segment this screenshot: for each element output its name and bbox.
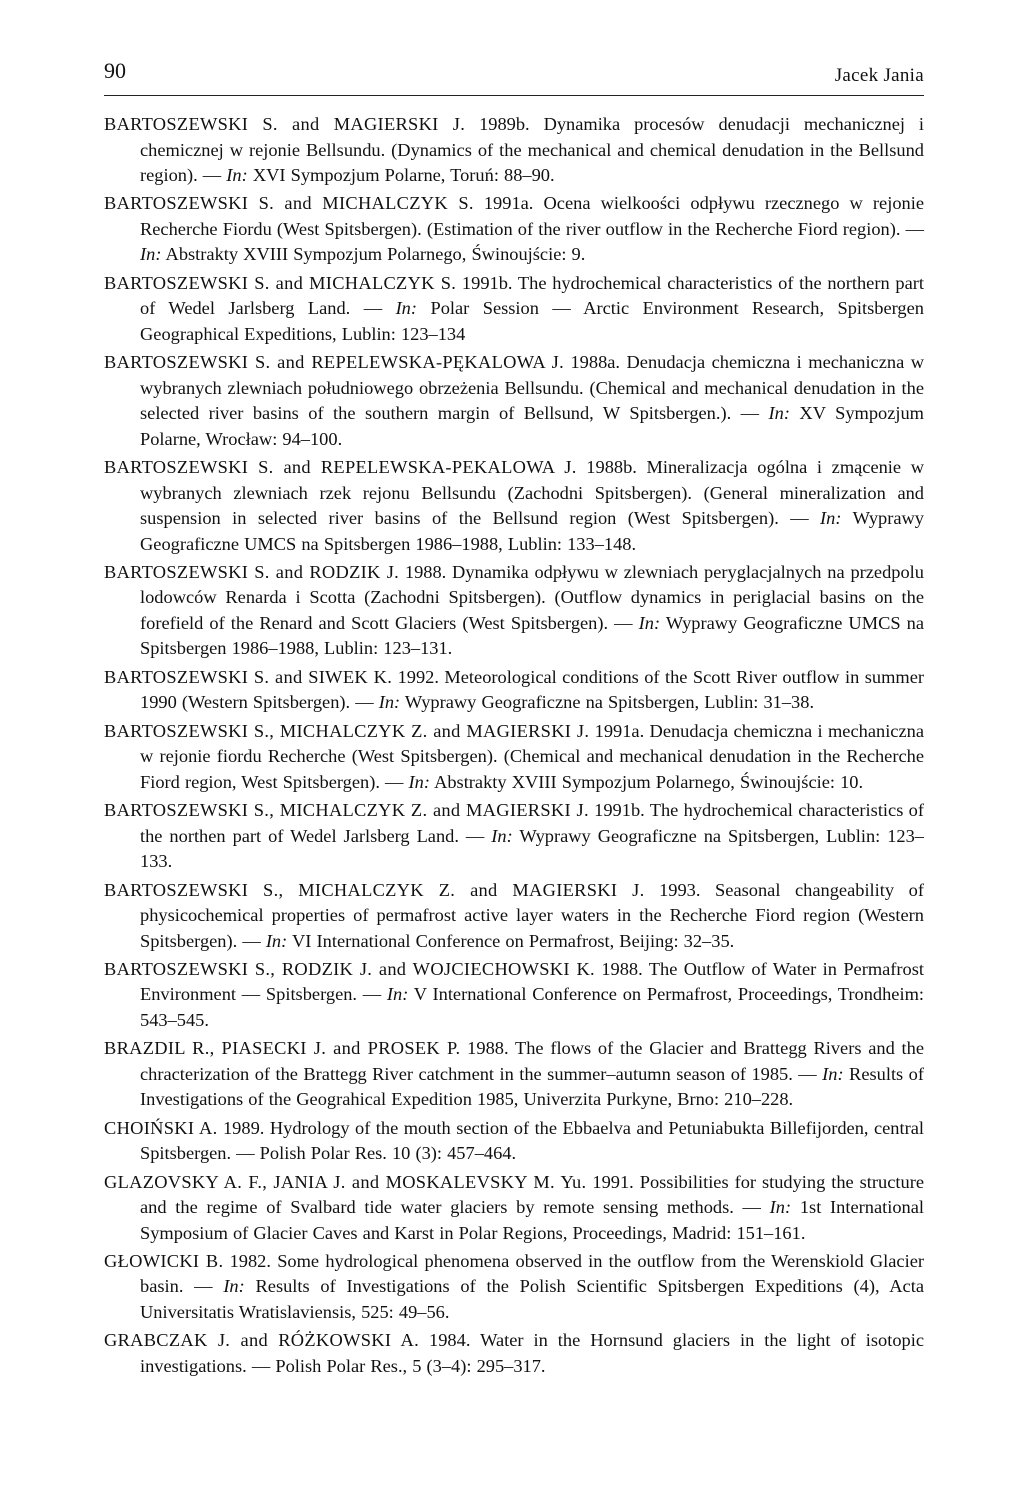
reference-authors: BARTOSZEWSKI S. and REPELEWSKA-PĘKALOWA J. <box>104 352 565 373</box>
running-head <box>104 0 924 96</box>
reference-authors: BARTOSZEWSKI S. and RODZIK J. <box>104 561 400 582</box>
reference-item <box>104 1170 924 1247</box>
reference-in-label: In: <box>820 508 842 529</box>
reference-item <box>104 560 924 662</box>
reference-in-label: In: <box>822 1063 844 1084</box>
reference-item <box>104 1249 924 1326</box>
reference-source: Wyprawy Geograficzne na Spitsbergen, Lublin: 123–133. <box>140 825 924 872</box>
reference-item <box>104 957 924 1034</box>
running-author: Jacek Jania <box>834 65 924 86</box>
reference-authors: BARTOSZEWSKI S., MICHALCZYK Z. and MAGIERSKI J. <box>104 879 645 900</box>
reference-text: 1991b. The hydrochemical characteristics of the northern part of Wedel Jarlsberg Land. — <box>140 272 924 319</box>
reference-authors: BARTOSZEWSKI S., MICHALCZYK Z. and MAGIERSKI J. <box>104 720 590 741</box>
reference-item <box>104 878 924 955</box>
reference-text: 1991a. Denudacja chemiczna i mechaniczna w rejonie fiordu Recherche (West Spitsbergen). (Chemical and mechanical denudation in the Recherche Fiord region, West Spitsbergen). — <box>140 720 924 792</box>
reference-text: 1992. Meteorological conditions of the Scott River outflow in summer 1990 (Western Spitsbergen). — <box>140 666 924 713</box>
reference-authors: BARTOSZEWSKI S. and MICHALCZYK S. <box>104 272 457 293</box>
page-number: 90 <box>104 58 126 83</box>
reference-in-label: In: <box>378 692 401 713</box>
reference-text: 1988. Dynamika odpływu w zlewniach peryglacjalnych na przedpolu lodowców Renarda i Scotta (Zachodni Spitsbergen). (Outflow dynamics in periglacial basins on the forefield of the Renard and Scott Glaciers (West Spitsbergen). — <box>140 561 924 633</box>
reference-item <box>104 1116 924 1167</box>
reference-in-label: In: <box>769 1197 792 1218</box>
reference-text: 1991b. The hydrochemical characteristics of the northen part of Wedel Jarlsberg Land. — <box>140 800 924 846</box>
reference-text: 1988b. Mineralizacja ogólna i zmącenie w wybranych zlewniach rzek rejonu Bellsundu (Zachodni Spitsbergen). (General mineralization and suspension in selected river basins of the Bellsund region (West Spitsbergen). — <box>140 457 924 529</box>
reference-in-label: In: <box>768 403 790 424</box>
reference-in-label: In: <box>491 825 513 846</box>
reference-source: Abstrakty XVIII Sympozjum Polarnego, Świnoujście: 10. <box>429 771 864 792</box>
reference-item <box>104 455 924 557</box>
reference-text: 1988. The Outflow of Water in Permafrost Environment — Spitsbergen. — <box>140 958 925 1005</box>
reference-item <box>104 1036 924 1113</box>
reference-source: Wyprawy Geograficzne UMCS na Spitsbergen 1986–1988, Lublin: 123–131. <box>140 612 924 659</box>
reference-source: Results of Investigations of the Polish Scientific Spitsbergen Expeditions (4), Acta Universitatis Wratislaviensis, 525: 49–56. <box>140 1276 924 1322</box>
reference-source: VI International Conference on Permafrost, Beijing: 32–35. <box>287 930 735 951</box>
reference-in-label: In: <box>265 930 288 951</box>
reference-source: Polar Session — Arctic Environment Research, Spitsbergen Geographical Expeditions, Lublin: 123–134 <box>140 298 924 344</box>
reference-source: Wyprawy Geograficzne na Spitsbergen, Lublin: 31–38. <box>400 692 815 713</box>
reference-authors: GLAZOVSKY A. F., JANIA J. and MOSKALEVSKY M. Yu. <box>104 1171 587 1192</box>
reference-authors: BARTOSZEWSKI S. and REPELEWSKA-PEKALOWA J. <box>104 457 577 478</box>
reference-in-label: In: <box>386 984 409 1005</box>
reference-in-label: In: <box>638 612 661 633</box>
reference-in-label: In: <box>395 298 418 319</box>
reference-authors: BARTOSZEWSKI S. and SIWEK K. <box>104 666 393 687</box>
reference-text: 1988. The flows of the Glacier and Brattegg Rivers and the chracterization of the Brattegg River catchment in the summer–autumn season of 1985. — <box>140 1038 924 1084</box>
reference-text: 1991. Possibilities for studying the structure and the regime of Svalbard tide water glaciers by remote sensing methods. — <box>140 1171 924 1218</box>
reference-item <box>104 112 924 189</box>
reference-item <box>104 798 924 875</box>
reference-text: 1989b. Dynamika procesów denudacji mechanicznej i chemicznej w rejonie Bellsundu. (Dynamics of the mechanical and chemical denudation in the Bellsund region). — <box>140 114 924 185</box>
reference-text: 1988a. Denudacja chemiczna i mechaniczna w wybranych zlewniach południowego obrzeżenia Bellsundu. (Chemical and mechanical denudation in the selected river basins of the southern margin of Bellsund, W Spitsbergen.). — <box>140 352 924 424</box>
reference-authors: BARTOSZEWSKI S., MICHALCZYK Z. and MAGIERSKI J. <box>104 800 589 821</box>
reference-source: Wyprawy Geograficzne UMCS na Spitsbergen 1986–1988, Lublin: 133–148. <box>140 508 924 554</box>
reference-item <box>104 350 924 452</box>
reference-authors: BARTOSZEWSKI S. and MICHALCZYK S. <box>104 193 474 214</box>
page <box>104 0 924 1382</box>
reference-authors: BARTOSZEWSKI S. and MAGIERSKI J. <box>104 114 466 134</box>
reference-authors: BARTOSZEWSKI S., RODZIK J. and WOJCIECHOWSKI K. <box>104 958 595 979</box>
reference-text: 1989. Hydrology of the mouth section of the Ebbaelva and Petuniabukta Billefijorden, central Spitsbergen. — Polish Polar Res. 10 (3): 457–464. <box>140 1117 924 1164</box>
reference-text: 1993. Seasonal changeability of physicochemical properties of permafrost active layer waters in the Recherche Fiord region (Western Spitsbergen). — <box>140 879 924 951</box>
reference-authors: GŁOWICKI B. <box>104 1250 224 1271</box>
reference-item <box>104 719 924 796</box>
reference-authors: GRABCZAK J. and RÓŻKOWSKI A. <box>104 1330 420 1351</box>
reference-text: 1984. Water in the Hornsund glaciers in the light of isotopic investigations. — Polish Polar Res., 5 (3–4): 295–317. <box>140 1330 924 1376</box>
reference-text: 1982. Some hydrological phenomena observed in the outflow from the Werenskiold Glacier basin. — <box>140 1250 924 1297</box>
reference-in-label: In: <box>223 1276 245 1297</box>
reference-in-label: In: <box>226 165 248 185</box>
reference-authors: CHOIŃSKI A. <box>104 1117 218 1138</box>
reference-item <box>104 271 924 348</box>
reference-source: V International Conference on Permafrost, Proceedings, Trondheim: 543–545. <box>140 984 924 1030</box>
reference-authors: BRAZDIL R., PIASECKI J. and PROSEK P. <box>104 1038 461 1059</box>
reference-list <box>104 112 924 1379</box>
reference-source: Results of Investigations of the Geograhical Expedition 1985, Univerzita Purkyne, Brno: 210–228. <box>140 1063 924 1110</box>
reference-item <box>104 1328 924 1379</box>
reference-in-label: In: <box>140 244 162 265</box>
reference-item <box>104 191 924 268</box>
reference-source: Abstrakty XVIII Sympozjum Polarnego, Świnoujście: 9. <box>161 244 586 265</box>
reference-source: XV Sympozjum Polarne, Wrocław: 94–100. <box>140 403 924 449</box>
reference-text: 1991a. Ocena wielkoości odpływu rzecznego w rejonie Recherche Fiordu (West Spitsbergen). (Estimation of the river outflow in the Recherche Fiord region). — <box>140 193 924 239</box>
reference-source: XVI Sympozjum Polarne, Toruń: 88–90. <box>247 165 555 185</box>
reference-in-label: In: <box>408 771 430 792</box>
reference-source: 1st International Symposium of Glacier Caves and Karst in Polar Regions, Proceedings, Madrid: 151–161. <box>140 1197 924 1243</box>
reference-item <box>104 665 924 716</box>
